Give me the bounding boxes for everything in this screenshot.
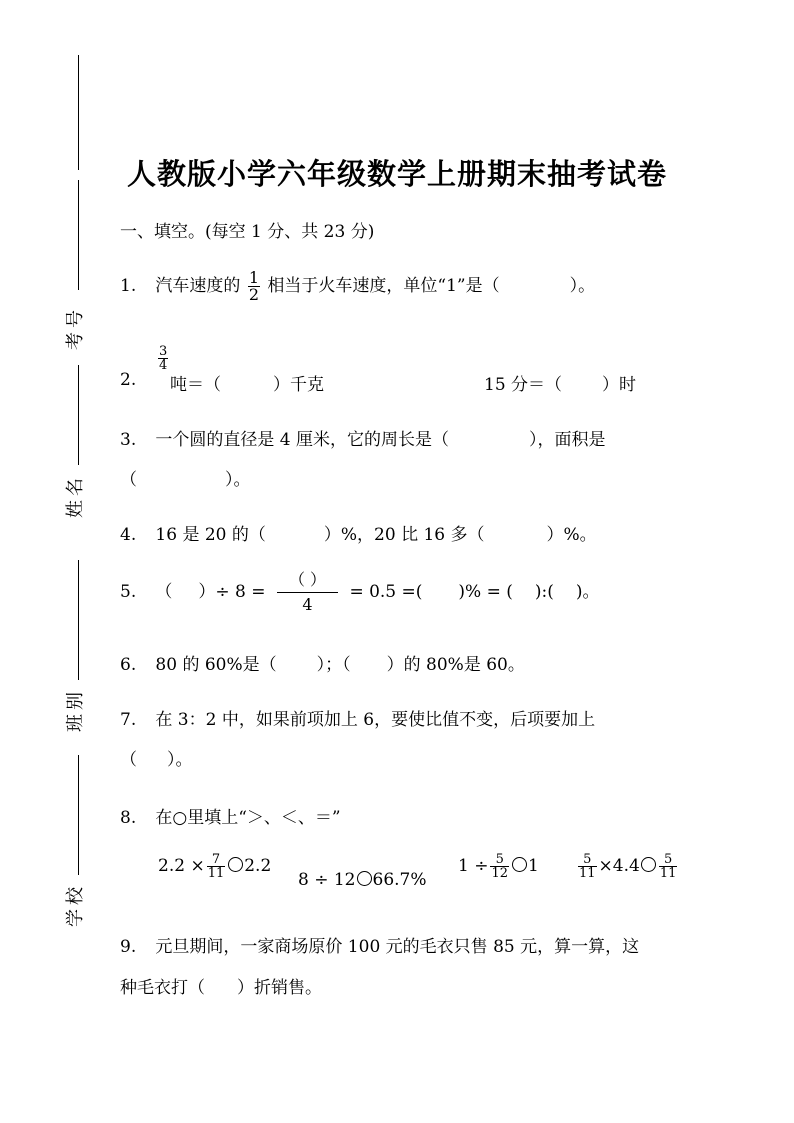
denominator: 12 [491, 866, 509, 881]
fraction [158, 345, 168, 372]
binding-line-class [78, 560, 79, 680]
question-8 [120, 803, 341, 828]
fraction [207, 853, 226, 880]
denominator: 11 [207, 866, 225, 881]
question-text: 元旦期间，一家商场原价 100 元的毛衣只售 85 元，算一算，这 [155, 937, 640, 957]
question-number: 2. [120, 370, 137, 390]
expression-text: 1 ÷ [458, 856, 489, 876]
expression-text: 8 ÷ 12 [298, 870, 356, 890]
question-number: 3. [120, 430, 137, 450]
comparison-circle[interactable] [228, 857, 243, 872]
question-text: （ [120, 750, 137, 770]
numerator: 7 [211, 852, 221, 867]
fraction [659, 853, 678, 880]
binding-line-exam [78, 180, 79, 290]
question-text: 一个圆的直径是 4 厘米，它的周长是（ [155, 430, 450, 450]
question-8-comparisons [158, 853, 678, 901]
question-text: )% = ( [458, 582, 513, 602]
binding-label-school: 学校 [65, 883, 86, 927]
numerator: （ ） [288, 570, 327, 589]
binding-label-name: 姓名 [65, 474, 86, 518]
question-text: ）%。 [546, 525, 597, 545]
question-4 [120, 520, 597, 545]
question-number: 7. [120, 710, 137, 730]
question-3-line-2 [120, 465, 251, 490]
comparison-circle[interactable] [512, 857, 527, 872]
question-text: 种毛衣打（ [120, 978, 205, 998]
comparison-item-3 [458, 853, 539, 880]
question-text: 吨＝（ ）千克 [170, 375, 324, 395]
question-5 [120, 572, 600, 613]
binding-label-class: 班别 [65, 688, 86, 732]
question-3 [120, 425, 606, 450]
binding-line-school [78, 755, 79, 875]
expression-text: 2.2 [244, 856, 272, 876]
denominator: 11 [659, 866, 677, 881]
numerator: 1 [248, 268, 259, 287]
binding-label-exam-no: 考号 [65, 306, 86, 350]
question-9-line-2 [120, 973, 322, 998]
question-text: 16 是 20 的（ [155, 525, 266, 545]
expression-text: 2.2 × [158, 856, 205, 876]
numerator: 5 [663, 852, 673, 867]
question-text: 相当于火车速度，单位“1”是（ [267, 276, 500, 296]
question-text: ）。 [569, 276, 596, 296]
question-text: 15 分＝（ ）时 [484, 375, 637, 395]
question-text: 80 的 60%是（ [155, 655, 277, 675]
question-text: ）；（ [316, 655, 351, 675]
question-number: 5. [120, 582, 137, 602]
page-title: 人教版小学六年级数学上册期末抽考试卷 [126, 157, 667, 191]
question-text: （ [155, 582, 173, 602]
comparison-item-1 [158, 853, 271, 880]
denominator: 4 [302, 595, 313, 614]
question-text: ):( [534, 582, 554, 602]
question-text: ）。 [225, 470, 251, 490]
question-number: 6. [120, 655, 137, 675]
denominator: 4 [159, 358, 168, 373]
denominator: 11 [579, 866, 596, 881]
denominator: 2 [248, 285, 259, 304]
section-header: 一、填空。(每空 1 分、共 23 分) [120, 222, 375, 242]
expression-text: 1 [528, 856, 539, 876]
question-text: 汽车速度的 [155, 276, 241, 296]
numerator: 5 [495, 852, 504, 867]
question-text: ），面积是 [529, 430, 606, 450]
expression-text: 66.7% [372, 870, 427, 890]
question-number: 8. [120, 808, 137, 828]
question-text: = 0.5 =( [349, 582, 423, 602]
question-text: ）的 80%是 60。 [386, 655, 525, 675]
question-text: 在○里填上“＞、＜、＝” [155, 808, 341, 828]
comparison-circle[interactable] [641, 857, 656, 872]
numerator: 5 [583, 852, 592, 867]
fraction [277, 572, 338, 613]
question-text: ）折销售。 [237, 978, 322, 998]
question-number: 9. [120, 937, 137, 957]
comparison-item-2 [298, 870, 427, 890]
numerator: 3 [159, 344, 168, 359]
question-7-line-2 [120, 745, 193, 770]
question-text: ）。 [167, 750, 193, 770]
question-7 [120, 705, 595, 730]
comparison-item-4 [576, 853, 679, 880]
comparison-circle[interactable] [357, 871, 372, 886]
expression-text: ×4.4 [598, 856, 640, 876]
question-text: )。 [575, 582, 600, 602]
fraction [490, 853, 509, 880]
fraction [578, 853, 597, 880]
binding-line-name [78, 365, 79, 465]
question-text: （ [120, 470, 137, 490]
question-text: 在 3：2 中，如果前项加上 6，要使比值不变，后项要加上 [155, 710, 596, 730]
fraction [248, 270, 260, 303]
question-2 [120, 345, 680, 395]
question-text: ）÷ 8 = [198, 582, 266, 602]
question-6 [120, 650, 525, 675]
question-number: 4. [120, 525, 137, 545]
question-number: 1. [120, 276, 137, 296]
fraction-bar [277, 592, 338, 593]
question-text: ）%，20 比 16 多（ [323, 525, 485, 545]
question-1 [120, 270, 595, 303]
question-9 [120, 932, 639, 957]
